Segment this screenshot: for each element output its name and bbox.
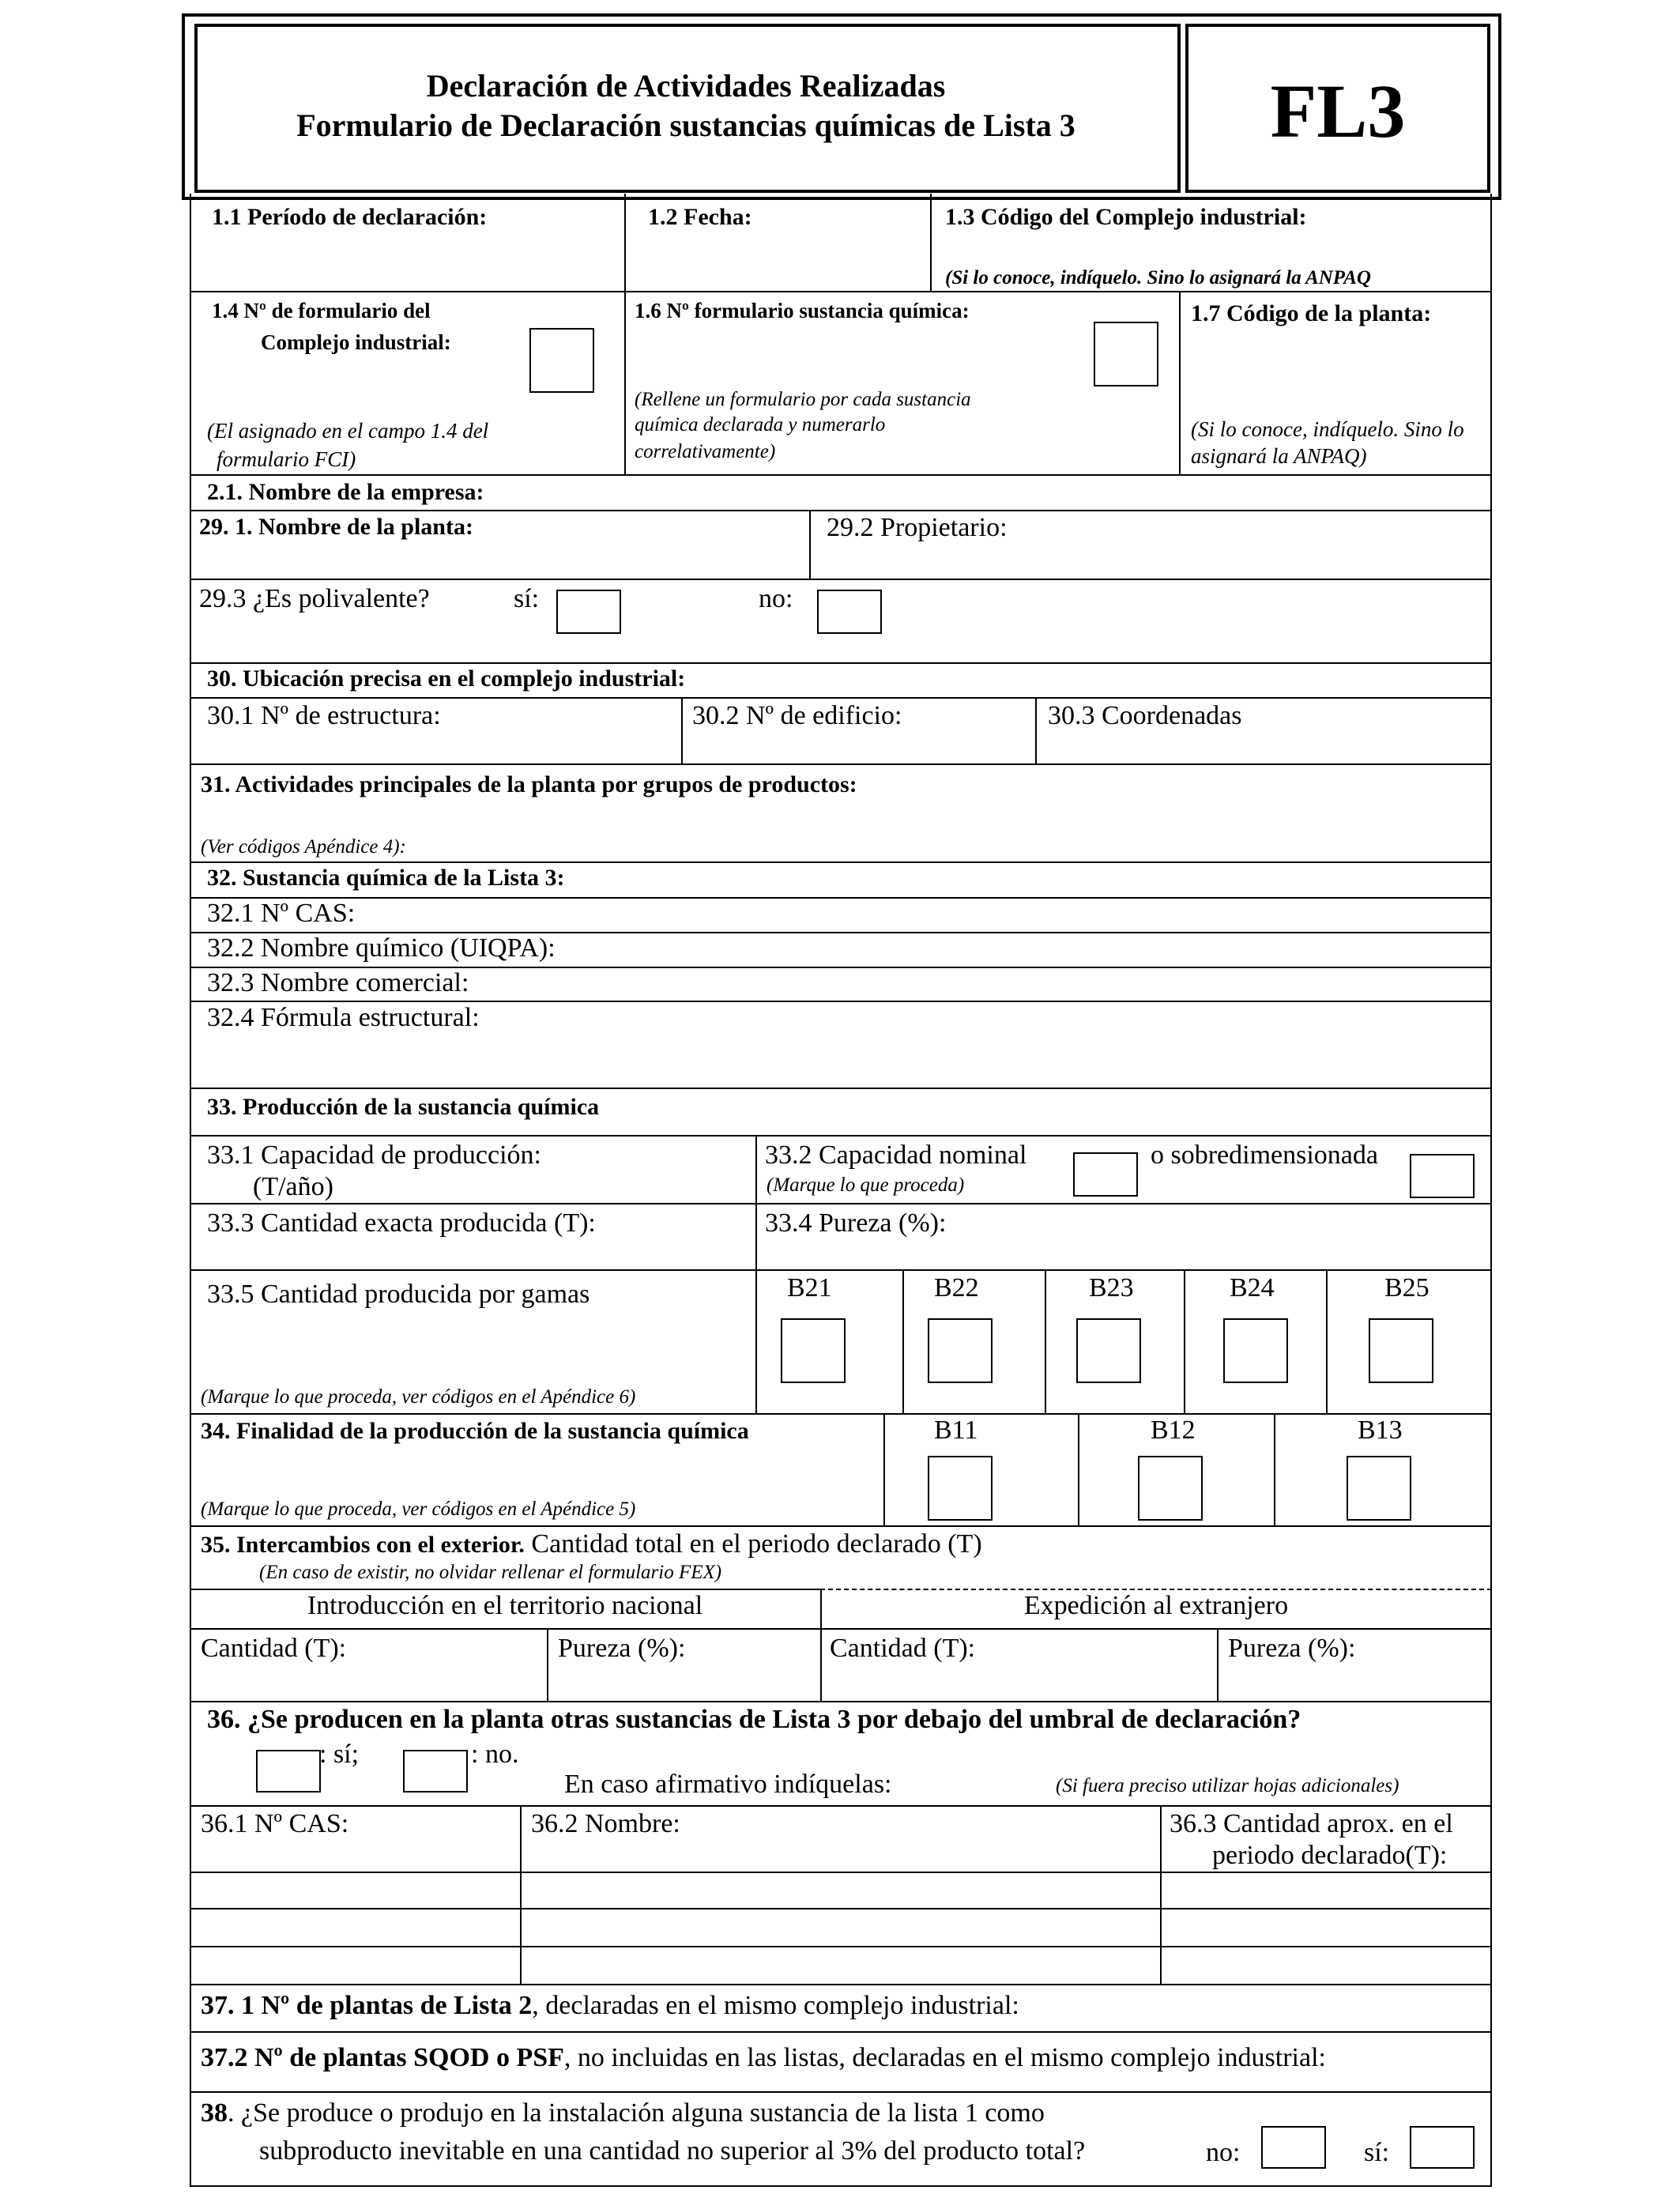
divider [624, 194, 626, 291]
divider [190, 1203, 1492, 1204]
sobredimensionada-label: o sobredimensionada [1151, 1140, 1378, 1170]
codigo-planta-label: 1.7 Código de la planta: [1191, 300, 1432, 326]
otras-cantidad-header-2: periodo declarado(T): [1212, 1841, 1448, 1870]
otras-cas-header: 36.1 Nº CAS: [201, 1809, 349, 1838]
subproducto-line1 [201, 2098, 1045, 2128]
nombre-quimico-label: 32.2 Nombre químico (UIQPA): [207, 933, 556, 963]
otras-no-label: : no. [471, 1740, 519, 1769]
exped-cantidad-label: Cantidad (T): [830, 1634, 976, 1663]
codigo-complejo-label: 1.3 Código del Complejo industrial: [945, 204, 1307, 230]
finalidad-checkbox-b13[interactable] [1347, 1456, 1411, 1521]
form-sust-label: 1.6 Nº formulario sustancia química: [635, 299, 970, 322]
divider [1217, 1628, 1219, 1701]
periodo-label: 1.1 Período de declaración: [212, 204, 488, 230]
subproducto-no-checkbox[interactable] [1261, 2126, 1326, 2169]
empresa-label: 2.1. Nombre de la empresa: [207, 479, 484, 505]
formula-label: 32.4 Fórmula estructural: [207, 1003, 480, 1032]
divider [190, 662, 1492, 664]
coordenadas-label: 30.3 Coordenadas [1048, 701, 1242, 730]
finalidad-checkbox-b12[interactable] [1138, 1456, 1203, 1521]
exped-pureza-label: Pureza (%): [1228, 1634, 1356, 1663]
nominal-checkbox[interactable] [1073, 1152, 1138, 1197]
codigo-planta-note-2: asignará la ANPAQ) [1191, 444, 1367, 468]
planta-label: 29. 1. Nombre de la planta: [199, 514, 473, 540]
subproducto-no-label: no: [1206, 2138, 1241, 2167]
divider [190, 897, 1492, 899]
divider [190, 861, 1492, 863]
sobredimensionada-checkbox[interactable] [1410, 1154, 1475, 1198]
divider [190, 2091, 1492, 2093]
expedicion-header: Expedición al extranjero [1023, 1591, 1289, 1620]
otras-nombre-header: 36.2 Nombre: [531, 1809, 680, 1838]
gama-code: B24 [1230, 1273, 1275, 1302]
divider [1035, 697, 1037, 763]
form-num-note-2: formulario FCI) [217, 447, 356, 471]
form-title-line1: Declaración de Actividades Realizadas [426, 68, 946, 104]
gama-code: B25 [1384, 1273, 1430, 1302]
plantas-sqod-rest: , no incluidas en las listas, declaradas en el mismo complejo industrial: [563, 2043, 1326, 2072]
capacidad-label-2: (T/año) [253, 1172, 333, 1201]
divider [883, 1413, 885, 1525]
divider [190, 697, 1492, 699]
frame-right [1490, 194, 1492, 2187]
actividades-title: 31. Actividades principales de la planta por grupos de productos: [201, 771, 857, 797]
frame-bottom [190, 2185, 1492, 2187]
gama-checkbox-b21[interactable] [781, 1318, 846, 1383]
finalidad-code: B13 [1358, 1416, 1403, 1445]
divider [190, 763, 1492, 765]
cantidad-exacta-label: 33.3 Cantidad exacta producida (T): [207, 1208, 596, 1238]
divider [190, 1628, 1492, 1630]
table-row-line [190, 1946, 1492, 1947]
capacidad-label-1: 33.1 Capacidad de producción: [207, 1140, 541, 1170]
divider [809, 510, 811, 579]
divider [190, 1701, 1492, 1702]
form-title-line2: Formulario de Declaración sustancias químicas de Lista 3 [296, 107, 1075, 143]
otras-sustancias-title: 36. ¿Se producen en la planta otras sustancias de Lista 3 por debajo del umbral de declaración? [207, 1705, 1301, 1734]
plantas-sqod [201, 2042, 1326, 2073]
divider [190, 2031, 1492, 2033]
nominal-label: 33.2 Capacidad nominal [765, 1140, 1027, 1170]
finalidad-code: B11 [934, 1416, 978, 1445]
divider [190, 291, 1492, 292]
divider [930, 194, 932, 291]
marque-note: (Marque lo que proceda) [767, 1174, 965, 1196]
intercambios-note: (En caso de existir, no olvidar rellenar el formulario FEX) [259, 1562, 722, 1583]
hojas-note: (Si fuera preciso utilizar hojas adicionales) [1056, 1775, 1399, 1796]
pureza-label: 33.4 Pureza (%): [765, 1208, 947, 1238]
subproducto-line2: subproducto inevitable en una cantidad no superior al 3% del producto total? [259, 2136, 1086, 2166]
gama-code: B22 [934, 1273, 979, 1302]
divider [1078, 1413, 1079, 1525]
plantas-sqod-bold: 37.2 Nº de plantas SQOD o PSF [201, 2043, 564, 2072]
intro-cantidad-label: Cantidad (T): [201, 1634, 347, 1663]
divider [681, 697, 683, 763]
divider [624, 291, 626, 474]
subproducto-text1: . ¿Se produce o produjo en la instalación alguna sustancia de la lista 1 como [228, 2098, 1045, 2128]
form-num-note-1: (El asignado en el campo 1.4 del [207, 419, 489, 443]
table-row-line [190, 1872, 1492, 1873]
codigo-complejo-note: (Si lo conoce, indíquelo. Sino lo asignará la ANPAQ [945, 267, 1371, 288]
gama-checkbox-b24[interactable] [1223, 1318, 1288, 1383]
introduccion-header: Introducción en el territorio nacional [307, 1591, 703, 1620]
gama-code: B21 [787, 1273, 832, 1302]
plantas-lista2-rest: , declaradas en el mismo complejo industrial: [532, 1991, 1019, 2020]
divider [520, 1805, 522, 1984]
table-row-line [190, 1908, 1492, 1909]
form-num-label-2: Complejo industrial: [261, 330, 451, 354]
divider [190, 510, 1492, 511]
divider [190, 474, 1492, 476]
afirmativo-label: En caso afirmativo indíquelas: [564, 1770, 892, 1799]
ubicacion-title: 30. Ubicación precisa en el complejo industrial: [207, 665, 686, 692]
divider [1184, 1269, 1185, 1413]
polivalente-si-checkbox[interactable] [556, 590, 621, 634]
intercambios-title-bold: 35. Intercambios con el exterior. [201, 1532, 525, 1558]
divider [190, 1984, 1492, 1985]
intro-pureza-label: Pureza (%): [558, 1634, 686, 1663]
actividades-note: (Ver códigos Apéndice 4): [201, 836, 406, 858]
frame-left [190, 194, 191, 2187]
divider [1274, 1413, 1275, 1525]
sustancia-title: 32. Sustancia química de la Lista 3: [207, 865, 565, 891]
divider [1045, 1269, 1046, 1413]
gamas-note: (Marque lo que proceda, ver códigos en el Apéndice 6) [201, 1386, 636, 1408]
subproducto-num: 38 [201, 2098, 228, 2128]
finalidad-note: (Marque lo que proceda, ver códigos en el Apéndice 5) [201, 1498, 636, 1520]
plantas-lista2-bold: 37. 1 Nº de plantas de Lista 2 [201, 1991, 533, 2020]
divider [1326, 1269, 1328, 1413]
form-sust-note-3: correlativamente) [635, 441, 776, 462]
finalidad-checkbox-b11[interactable] [928, 1456, 993, 1521]
subproducto-si-checkbox[interactable] [1410, 2126, 1475, 2169]
gama-checkbox-b25[interactable] [1369, 1318, 1433, 1383]
finalidad-code: B12 [1151, 1416, 1196, 1445]
polivalente-no-label: no: [759, 584, 793, 613]
otras-si-checkbox[interactable] [256, 1750, 321, 1793]
divider [755, 1135, 757, 1413]
edificio-label: 30.2 Nº de edificio: [692, 701, 902, 730]
form-num-checkbox[interactable] [529, 328, 594, 393]
divider [190, 579, 1492, 580]
finalidad-title: 34. Finalidad de la producción de la sustancia química [201, 1418, 749, 1444]
divider [547, 1628, 548, 1701]
form-sust-checkbox[interactable] [1094, 322, 1158, 386]
divider [190, 1413, 1492, 1415]
plantas-lista2 [201, 1990, 1019, 2021]
codigo-planta-note-1: (Si lo conoce, indíquelo. Sino lo [1191, 417, 1464, 441]
polivalente-label: 29.3 ¿Es polivalente? [199, 584, 430, 613]
divider [902, 1269, 904, 1413]
gama-checkbox-b22[interactable] [928, 1318, 993, 1383]
nombre-comercial-label: 32.3 Nombre comercial: [207, 968, 469, 997]
otras-si-label: : sí; [319, 1740, 360, 1769]
form-num-label-1: 1.4 Nº de formulario del [212, 299, 431, 322]
form-code: FL3 [1270, 69, 1406, 153]
gama-checkbox-b23[interactable] [1076, 1318, 1141, 1383]
polivalente-si-label: sí: [514, 584, 540, 613]
subproducto-si-label: sí: [1364, 2138, 1390, 2167]
gamas-label: 33.5 Cantidad producida por gamas [207, 1280, 590, 1309]
fecha-label: 1.2 Fecha: [648, 204, 752, 230]
form-sust-note-2: química declarada y numerarlo [635, 414, 886, 435]
intercambios-title [201, 1529, 982, 1559]
divider [190, 1805, 1492, 1807]
otras-cantidad-header-1: 36.3 Cantidad aprox. en el [1170, 1809, 1453, 1838]
cas-label: 32.1 Nº CAS: [207, 899, 356, 928]
divider [190, 1269, 1492, 1271]
divider [190, 1525, 1492, 1527]
divider [190, 1088, 1492, 1089]
divider [190, 1135, 1492, 1137]
propietario-label: 29.2 Propietario: [827, 513, 1008, 542]
form-sust-note-1: (Rellene un formulario por cada sustancia [635, 389, 971, 410]
divider [1160, 1805, 1162, 1984]
otras-no-checkbox[interactable] [403, 1750, 468, 1793]
divider [1179, 291, 1181, 474]
produccion-title: 33. Producción de la sustancia química [207, 1094, 600, 1120]
gama-code: B23 [1089, 1273, 1134, 1302]
estructura-label: 30.1 Nº de estructura: [207, 701, 441, 730]
intercambios-title-rest: Cantidad total en el periodo declarado (T) [524, 1529, 982, 1559]
polivalente-no-checkbox[interactable] [817, 590, 882, 634]
